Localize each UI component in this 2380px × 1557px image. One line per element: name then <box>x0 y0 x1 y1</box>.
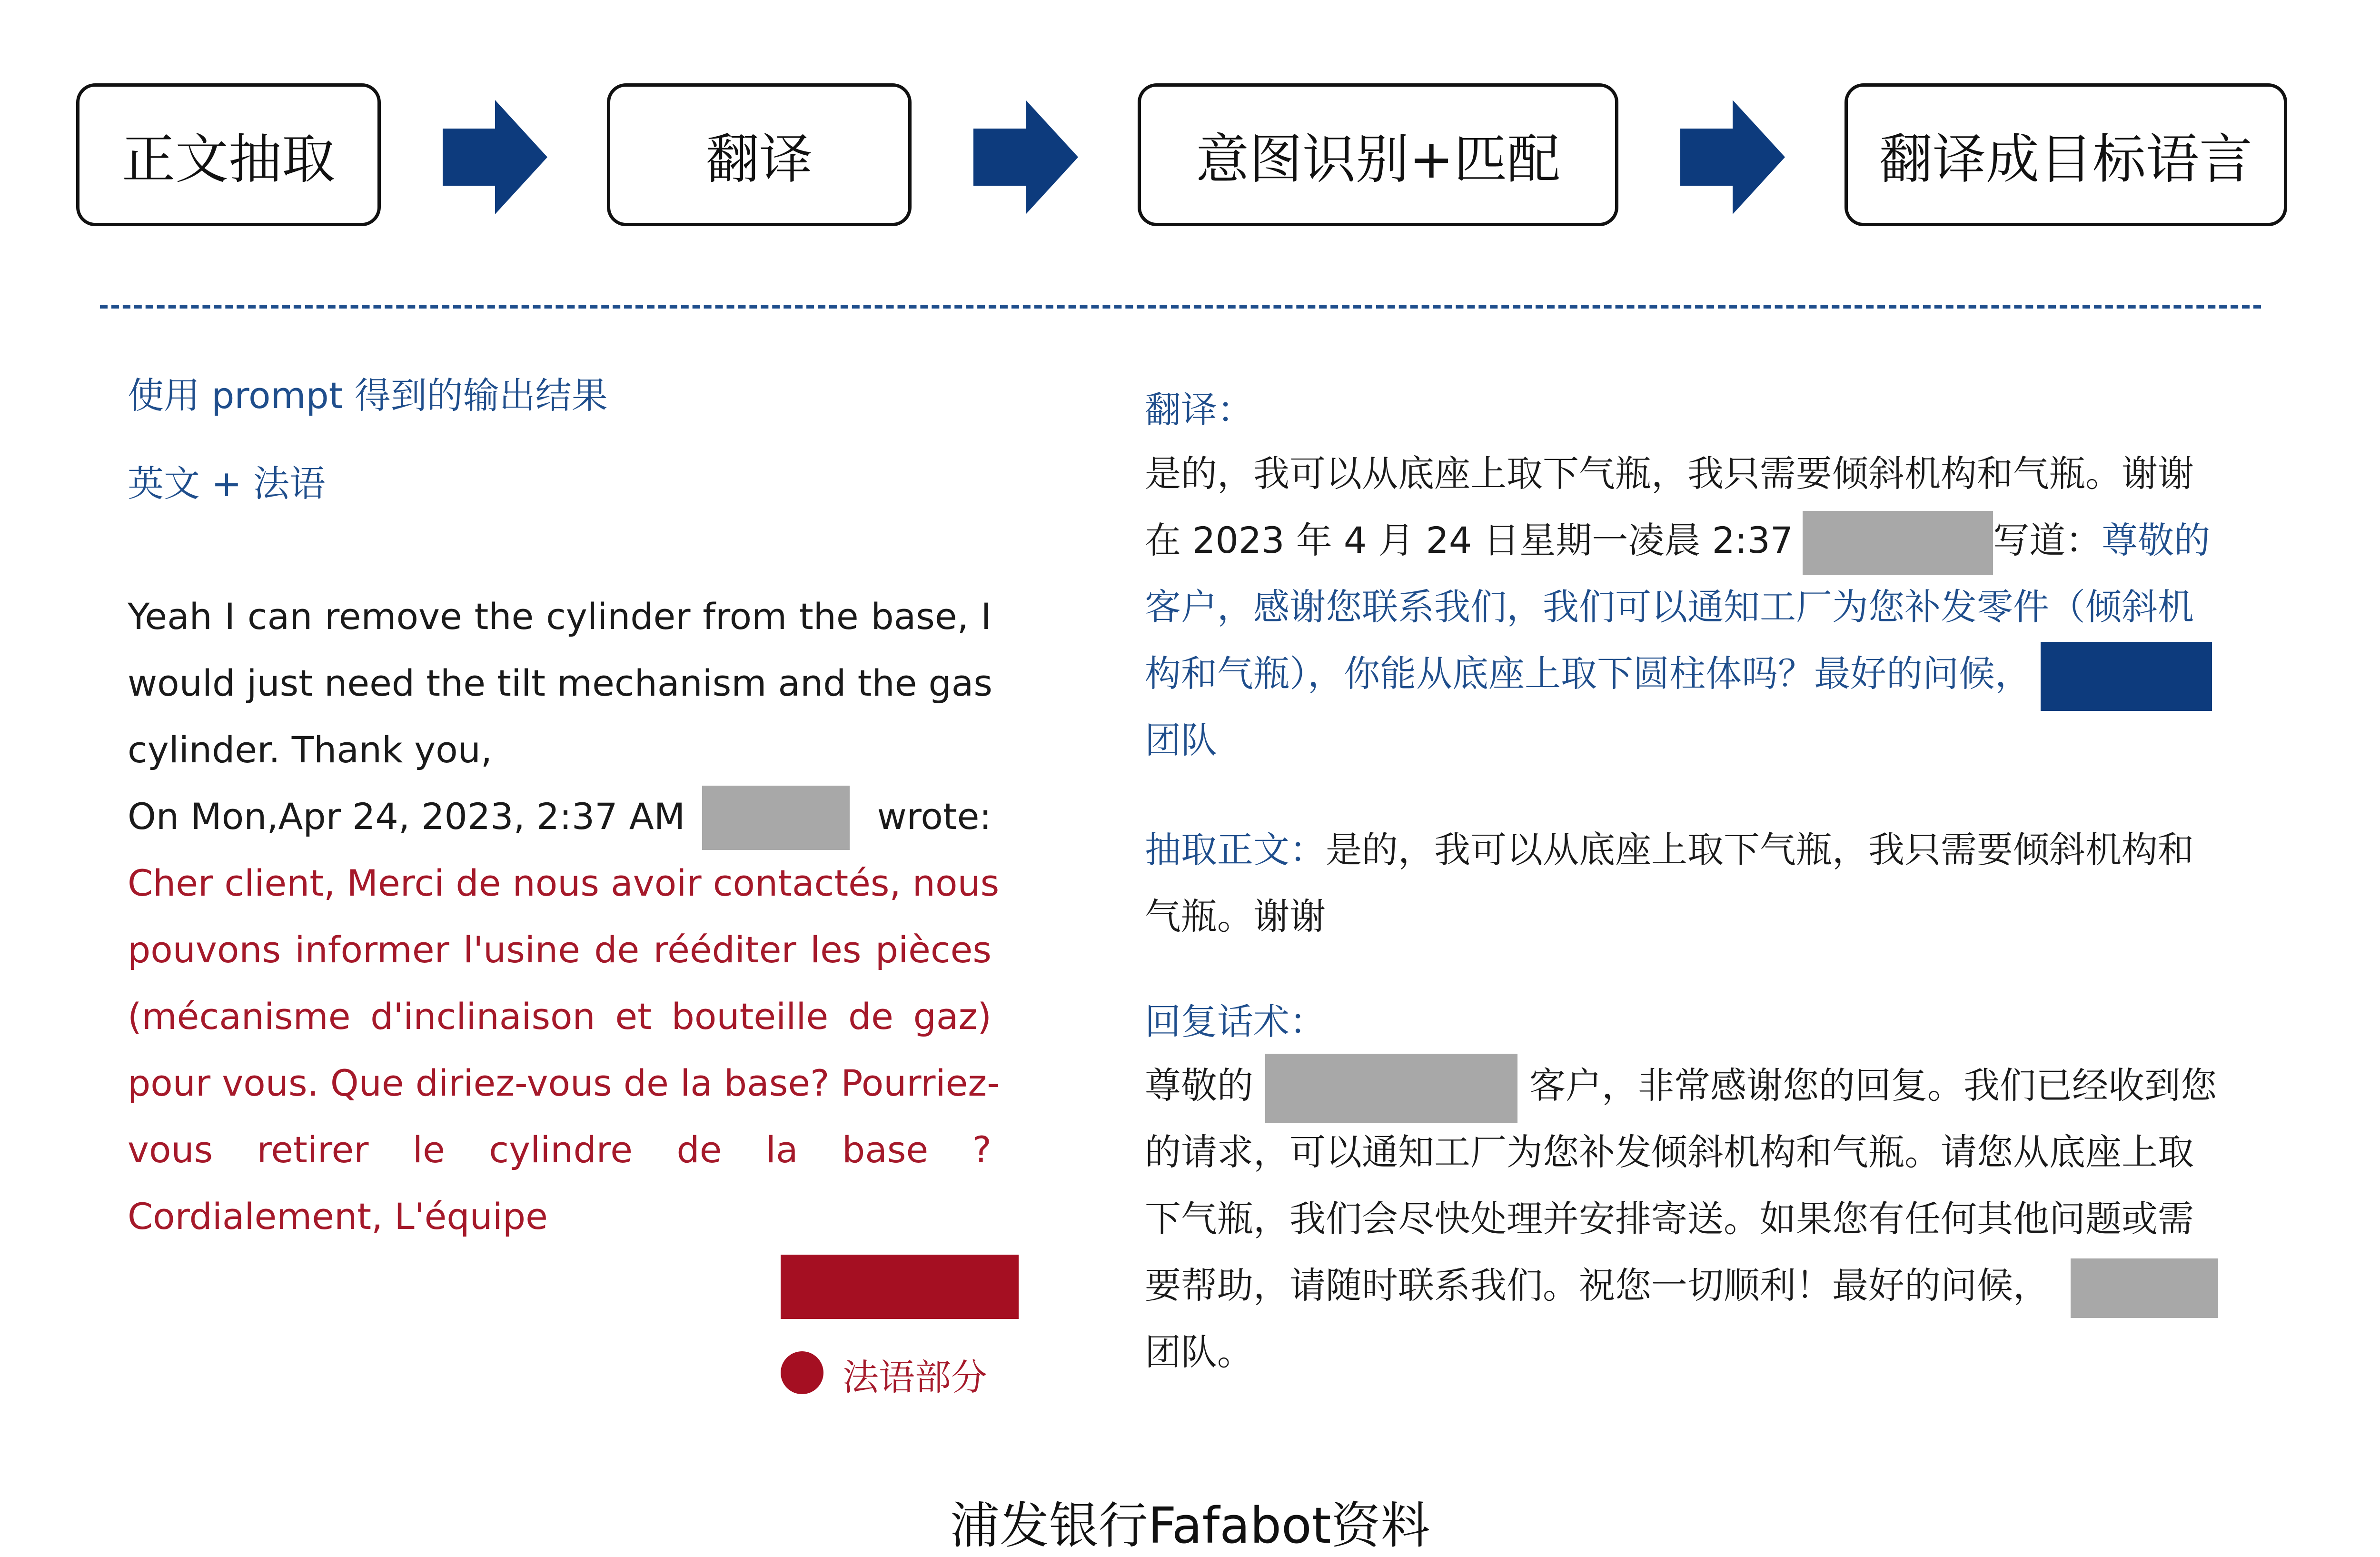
french-line: pouvons informer l'usine de rééditer les pièces <box>128 928 992 971</box>
step-text-extraction: 正文抽取 <box>76 83 381 226</box>
translation-date-text: 在 2023 年 4 月 24 日星期一凌晨 2:37 <box>1145 519 1794 561</box>
reply-line-text: 客户，非常感谢您的回复。我们已经收到您 <box>1529 1064 2217 1107</box>
reply-line: 团队。 <box>1145 1331 1253 1373</box>
extract-label: 抽取正文： <box>1145 828 1326 871</box>
redacted-team-name <box>2071 1258 2218 1318</box>
translation-line: 团队 <box>1145 719 1217 761</box>
reply-line <box>1145 1252 2249 1319</box>
reply-line <box>1145 1052 2249 1119</box>
left-subheading: 英文 + 法语 <box>128 462 326 505</box>
arrow-right-icon <box>1680 100 1785 214</box>
english-text-block <box>128 583 1000 1250</box>
reply-greeting: 尊敬的 <box>1145 1064 1253 1107</box>
redacted-team-name <box>2041 642 2212 711</box>
extract-text: 是的，我可以从底座上取下气瓶，我只需要倾斜机构和 <box>1326 828 2194 871</box>
english-date-line <box>128 783 992 850</box>
french-line: (mécanisme d'inclinaison et bouteille de gaz) <box>128 995 992 1038</box>
reply-block <box>1145 1052 2249 1386</box>
english-line: Yeah I can remove the cylinder from the base, I <box>128 595 992 638</box>
step-translate-target-language: 翻译成目标语言 <box>1844 83 2287 226</box>
english-line: would just need the tilt mechanism and the gas <box>128 662 992 704</box>
translation-label: 翻译： <box>1145 389 1253 431</box>
translation-greeting: 尊敬的 <box>2102 519 2211 561</box>
reply-label: 回复话术： <box>1145 1000 1326 1043</box>
translation-date-line <box>1145 507 2240 574</box>
english-wrote-text: wrote: <box>877 795 992 838</box>
redacted-customer-name <box>1265 1054 1517 1123</box>
french-line: pour vous. Que diriez-vous de la base? Pourriez- <box>128 1062 1000 1104</box>
arrow-right-icon <box>973 100 1078 214</box>
english-date-text: On Mon,Apr 24, 2023, 2:37 AM <box>128 795 685 838</box>
translation-line-text: 构和气瓶），你能从底座上取下圆柱体吗？最好的问候， <box>1145 652 2031 695</box>
extract-line: 气瓶。谢谢 <box>1145 895 1326 938</box>
extract-line <box>1145 817 2240 883</box>
step-translation: 翻译 <box>607 83 912 226</box>
french-legend-dot <box>781 1351 823 1394</box>
left-heading: 使用 prompt 得到的输出结果 <box>128 374 608 417</box>
french-line: vous retirer le cylindre de la base ? <box>128 1128 992 1171</box>
dashed-divider <box>100 305 2261 309</box>
translation-line: 是的，我可以从底座上取下气瓶，我只需要倾斜机构和气瓶。谢谢 <box>1145 452 2194 495</box>
redacted-sender <box>1803 511 1993 575</box>
french-legend-label: 法语部分 <box>843 1356 987 1398</box>
reply-line: 的请求，可以通知工厂为您补发倾斜机构和气瓶。请您从底座上取 <box>1145 1131 2194 1173</box>
translation-block <box>1145 440 2240 774</box>
translation-wrote-text: 写道： <box>1993 519 2102 561</box>
english-line: cylinder. Thank you, <box>128 729 493 771</box>
translation-line <box>1145 640 2240 707</box>
footer-caption: 浦发银行Fafabot资料 <box>950 1497 1430 1555</box>
extract-block <box>1145 817 2240 950</box>
arrow-right-icon <box>443 100 547 214</box>
step-intent-matching: 意图识别+匹配 <box>1138 83 1618 226</box>
reply-line: 下气瓶，我们会尽快处理并安排寄送。如果您有任何其他问题或需 <box>1145 1198 2194 1240</box>
translation-line: 客户，感谢您联系我们，我们可以通知工厂为您补发零件（倾斜机 <box>1145 586 2194 628</box>
redacted-team-name <box>781 1255 1019 1319</box>
french-line: Cordialement, L'équipe <box>128 1195 548 1238</box>
reply-line-text: 要帮助，请随时联系我们。祝您一切顺利！最好的问候， <box>1145 1264 2049 1307</box>
french-line: Cher client, Merci de nous avoir contactés, nous <box>128 862 1000 904</box>
redacted-sender <box>702 786 850 850</box>
